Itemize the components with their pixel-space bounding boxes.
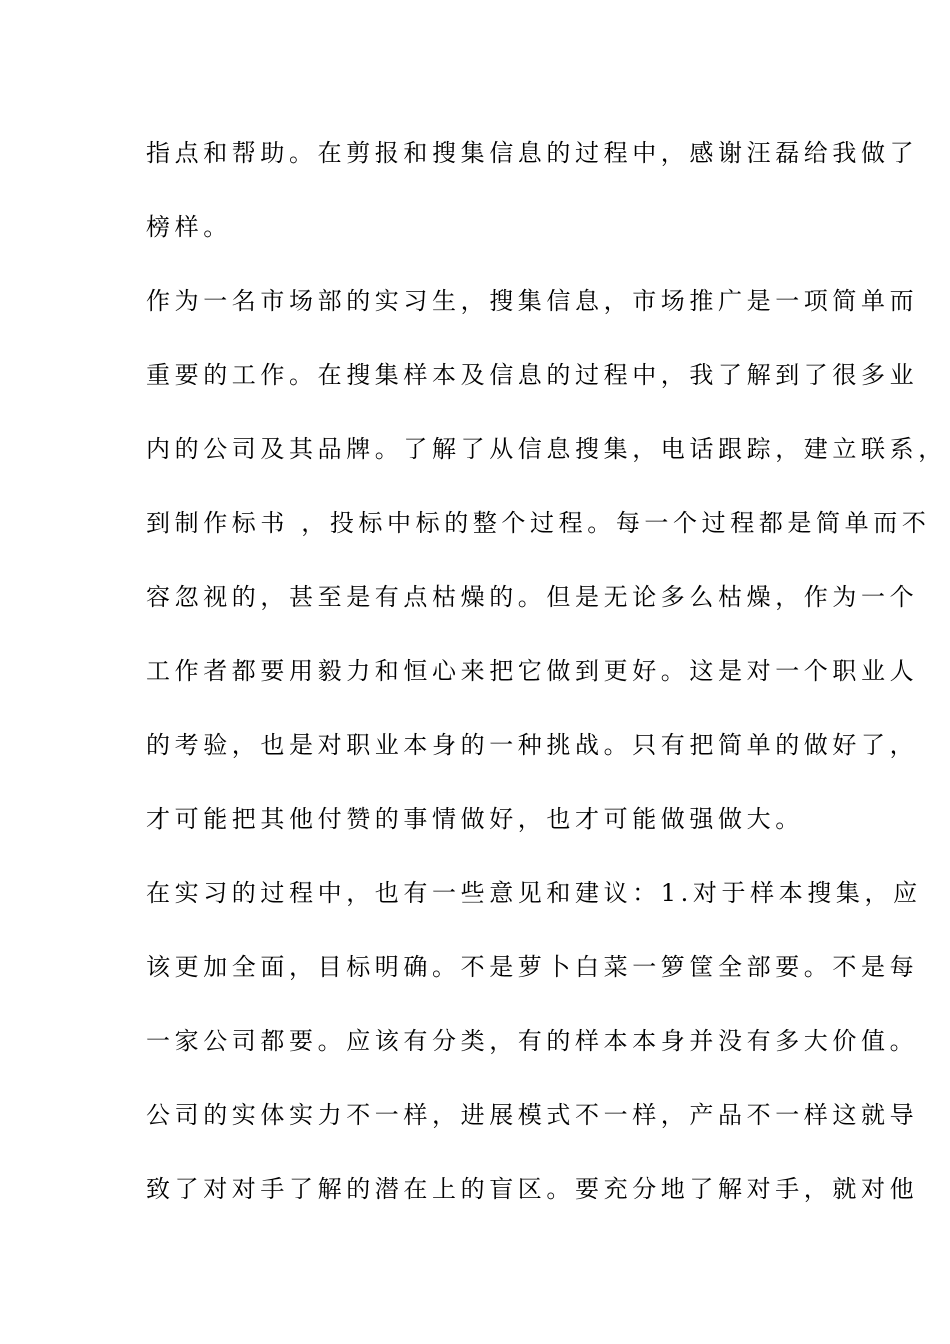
text-line: 容忽视的，甚至是有点枯燥的。但是无论多么枯燥，作为一个 xyxy=(146,583,919,611)
text-line: 指点和帮助。在剪报和搜集信息的过程中，感谢汪磊给我做了 xyxy=(146,139,919,167)
text-line: 该更加全面，目标明确。不是萝卜白菜一箩筐全部要。不是每 xyxy=(146,953,919,981)
text-line: 榜样。 xyxy=(146,213,232,241)
text-line: 在实习的过程中，也有一些意见和建议：1.对于样本搜集，应 xyxy=(146,879,922,907)
text-line: 一家公司都要。应该有分类，有的样本本身并没有多大价值。 xyxy=(146,1027,919,1055)
text-line: 致了对对手了解的潜在上的盲区。要充分地了解对手，就对他 xyxy=(146,1175,919,1203)
text-line: 公司的实体实力不一样，进展模式不一样，产品不一样这就导 xyxy=(146,1101,919,1129)
text-line: 工作者都要用毅力和恒心来把它做到更好。这是对一个职业人 xyxy=(146,657,919,685)
text-line: 的考验，也是对职业本身的一种挑战。只有把简单的做好了， xyxy=(146,731,919,759)
text-line: 才可能把其他付赞的事情做好，也才可能做强做大。 xyxy=(146,805,804,833)
text-line: 重要的工作。在搜集样本及信息的过程中，我了解到了很多业 xyxy=(146,361,919,389)
text-line: 到制作标书 ，投标中标的整个过程。每一个过程都是简单而不 xyxy=(146,509,931,537)
text-line: 作为一名市场部的实习生，搜集信息，市场推广是一项简单而 xyxy=(146,287,919,315)
text-line: 内的公司及其品牌。了解了从信息搜集，电话跟踪，建立联系， xyxy=(146,435,947,463)
